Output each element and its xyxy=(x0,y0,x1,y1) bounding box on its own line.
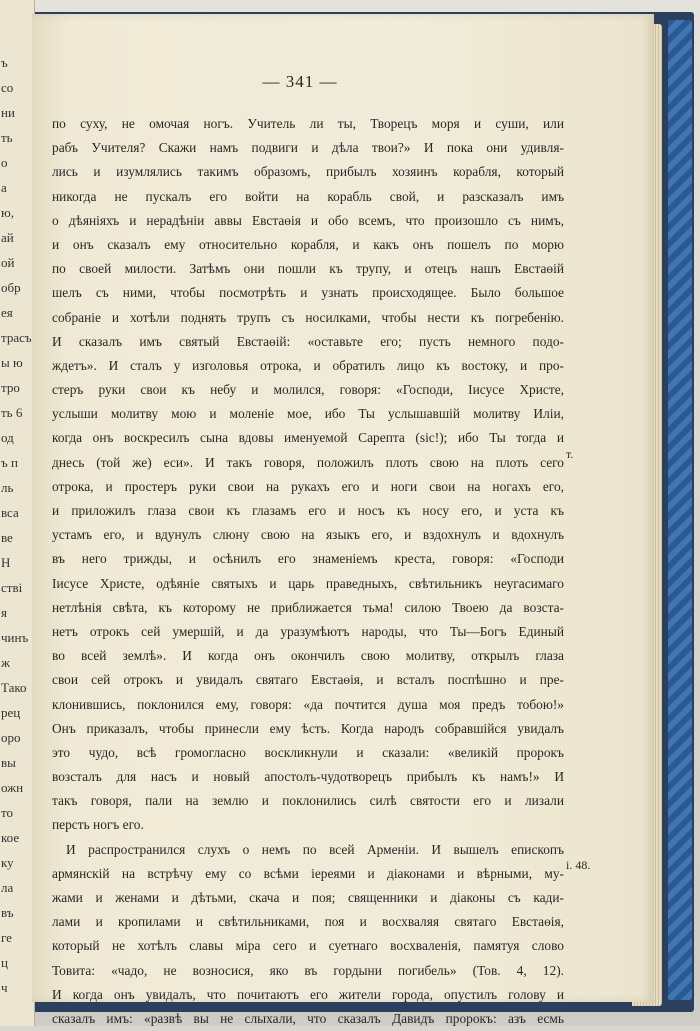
text-line: И распространился слухъ о немъ по всей Арменіи. И вышелъ епископъ xyxy=(66,841,564,857)
text-line: свои сей отрокъ и увидалъ святаго Евстаѳія, и всталъ поспѣшно и пре- xyxy=(52,672,564,688)
left-page-fragment: обр xyxy=(1,280,21,295)
left-page-fragment: то xyxy=(1,805,14,820)
left-page-fragment: ль xyxy=(1,480,14,495)
left-page-fragment: стві xyxy=(1,580,23,595)
left-page-fragment: ы ю xyxy=(1,355,23,370)
text-line: во всей землѣ». И когда онъ окончилъ свою молитву, открылъ глаза xyxy=(52,648,564,664)
left-page-fragment: въ xyxy=(1,905,14,920)
left-page-fragment: кое xyxy=(1,830,20,845)
left-page-fragment: ч xyxy=(1,980,8,995)
text-line: возсталъ для насъ и новый апостолъ-чудотворецъ прибылъ къ намъ!» И xyxy=(52,769,564,785)
left-page-fragment: ни xyxy=(1,105,15,120)
left-page-fragment: вса xyxy=(1,505,19,520)
text-line: персть ногъ его. xyxy=(52,817,144,833)
page-number: — 341 — xyxy=(262,72,338,91)
left-page-fragment: ю, xyxy=(1,205,14,220)
left-page-fragment: Тако xyxy=(1,680,27,695)
cover-pattern xyxy=(668,20,692,1000)
left-page-fragment: ге xyxy=(1,930,12,945)
left-page-fragment: со xyxy=(1,80,14,95)
text-line: отрока, и простеръ руки свои на рукахъ его и ноги свои на ногахъ его, xyxy=(52,478,564,494)
left-page xyxy=(0,0,35,1026)
text-line: лись и изумлялись такимъ образомъ, прибылъ хозяинъ корабля, который xyxy=(52,164,564,180)
text-line: рабъ Учителя? Скажи намъ подвиги и дѣла твои?» И пока они удивля- xyxy=(52,140,564,156)
text-line: днесь (той же) еси». И такъ говоря, положилъ плоть свою на плоть сего xyxy=(52,454,564,470)
text-line: сказалъ имъ: «развѣ вы не слыхали, что сказалъ Давидъ пророкъ: азъ есмь xyxy=(52,1010,564,1026)
text-line: И когда онъ увидалъ, что почитаютъ его жители города, опустилъ голову и xyxy=(52,986,564,1002)
text-line: устамъ его, и вдунулъ слюну свою на языкъ его, и вздохнулъ и вдохнулъ xyxy=(52,527,564,543)
text-line: никогда не пускалъ его войти на корабль свой, и разсказалъ имъ xyxy=(52,188,564,204)
text-line: услыши молитву мою и моленіе мое, ибо Ты услышавшій молитву Иліи, xyxy=(52,406,564,422)
left-page-fragment: ть 6 xyxy=(1,405,23,420)
page-body-text xyxy=(52,112,564,1031)
text-line: клонившись, поклонился ему, говоря: «да почтится душа моя предъ тобою!» xyxy=(52,696,564,712)
left-page-fragment: ея xyxy=(1,305,13,320)
left-page-fragment: рец xyxy=(1,705,21,720)
text-line: и онъ сказалъ ему относительно корабля, и какъ онъ пошелъ по морю xyxy=(52,236,564,252)
text-line: жами и женами и дѣтьми, скача и поя; священники и діаконы съ кади- xyxy=(52,890,564,905)
left-page-fragment: Н xyxy=(1,555,11,570)
text-line: когда онъ воскресилъ сына вдовы именуемой Сарепта (sic!); ибо Ты тогда и xyxy=(52,430,564,446)
text-line: нетъ отрокъ сей умершій, и да уразумѣютъ народы, что Ты—Богъ Единый xyxy=(52,623,564,639)
margin-note: і. 48. xyxy=(566,858,591,872)
text-line: это чудо, всѣ громогласно воскликнули и сказали: «великій пророкъ xyxy=(52,744,564,760)
left-page-fragment: вы xyxy=(1,755,16,770)
text-line: нетлѣнія свѣта, къ которому не приближается тьма! силою Твоею да возста- xyxy=(52,599,564,615)
text-line: Товита: «чадо, не возносися, яко въ гордыни погибель» (Тов. 4, 12). xyxy=(52,962,564,978)
text-line: Онъ приказалъ, чтобы принесли ему ѣсть. Когда народъ собравшійся увидалъ xyxy=(52,720,564,736)
text-line: собраніе и хотѣли поднять трупъ съ носилками, чтобы нести къ погребенію. xyxy=(52,309,564,325)
text-line: И сказалъ имъ святый Евстаѳій: «оставьте его; пусть немного подо- xyxy=(52,333,564,349)
left-page-fragment: ой xyxy=(1,255,15,270)
left-page-fragment: трасъ xyxy=(1,330,32,345)
left-page-fragment: ъ xyxy=(1,55,8,70)
left-page-fragment: ть xyxy=(1,130,13,145)
text-line: стеръ руки свои къ небу и молился, говоря: «Господи, Іисусе Христе, xyxy=(52,382,564,398)
left-page-fragment: ожн xyxy=(1,780,24,795)
left-page-fragment: оро xyxy=(1,730,21,745)
text-line: въ него трижды, и осѣнилъ его знаменіемъ креста, говоря: «Господи xyxy=(52,551,564,567)
left-page-fragment: ай xyxy=(1,230,14,245)
text-line: такъ говоря, пали на землю и поклонились силѣ святости его и лизали xyxy=(52,793,564,809)
left-page-fragment: о xyxy=(1,155,8,170)
text-line: который не хотѣлъ славы міра сего и суетнаго восхваленія, памятуя слово xyxy=(52,938,564,954)
left-page-fragment: ъ п xyxy=(1,455,18,470)
left-page-fragment: а xyxy=(1,180,7,195)
left-page-fragment: од xyxy=(1,430,14,445)
text-line: и приложилъ глаза свои къ глазамъ его и носъ къ носу его, и уста къ xyxy=(52,503,564,518)
text-line: о дѣяніяхъ и нерадѣніи аввы Евстаѳія и обо всемъ, что произошло съ нимъ, xyxy=(52,212,564,228)
text-line: Іисусе Христе, одѣяніе святыхъ и царь праведныхъ, свѣтильникъ неугасимаго xyxy=(52,575,564,591)
text-line: армянскій на встрѣчу ему со всѣми іереями и діаконами и вѣрными, му- xyxy=(52,865,564,881)
text-line: лами и кропилами и свѣтильниками, поя и восхваляя святаго Евстаѳія, xyxy=(52,914,564,930)
left-page-fragment: тро xyxy=(1,380,20,395)
text-line: шелъ съ ними, чтобы посмотрѣть и узнать происходящее. Было большое xyxy=(52,285,564,301)
text-line: по суху, не омочая ногъ. Учитель ли ты, Творецъ моря и суши, или xyxy=(52,116,564,131)
margin-note: т. xyxy=(566,447,574,461)
left-page-fragment: чинъ xyxy=(1,630,29,645)
left-page-fragment: я xyxy=(1,605,7,620)
left-page-fragment: ц xyxy=(1,955,8,970)
left-page-fragment: ве xyxy=(1,530,13,545)
text-line: ждетъ». И сталъ у изголовья отрока, и обратилъ лицо къ востоку, и про- xyxy=(52,357,564,373)
left-page-fragment: ла xyxy=(1,880,14,895)
left-page-fragment: ку xyxy=(1,855,14,870)
text-line: по своей милости. Затѣмъ они пошли къ трупу, и отецъ нашъ Евстаѳій xyxy=(52,261,564,277)
left-page-fragment: ж xyxy=(1,655,10,670)
